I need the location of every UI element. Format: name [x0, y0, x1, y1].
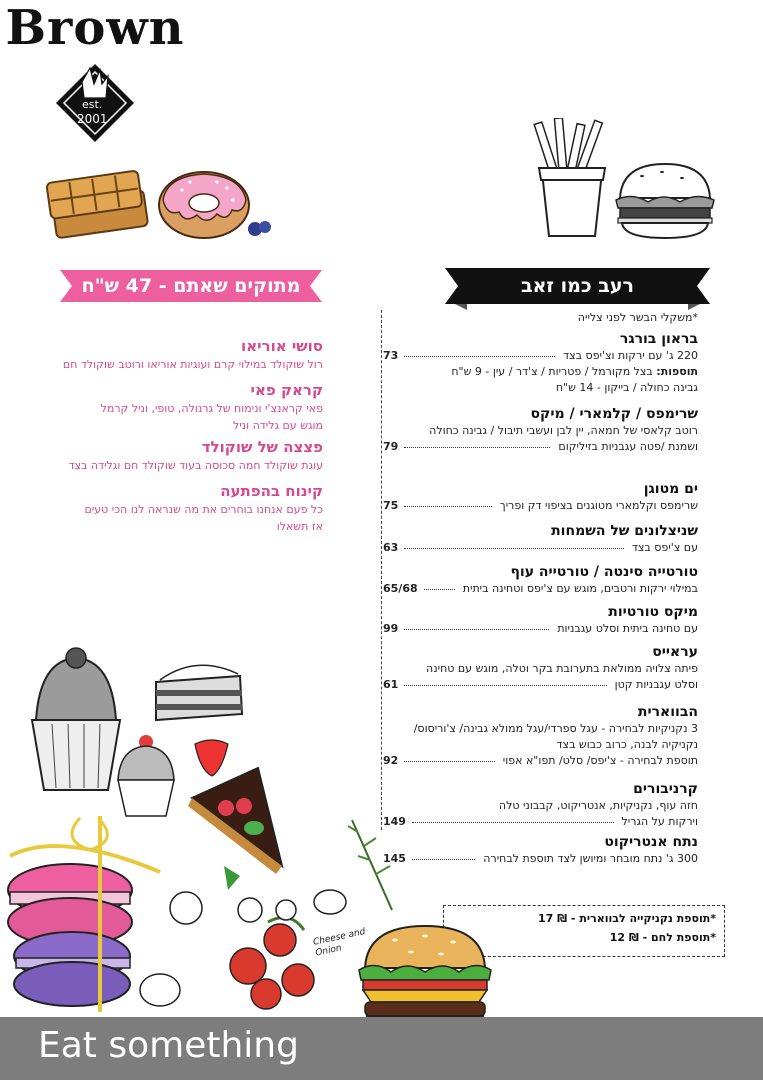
menu-item-line-text: נקניקיה לבנה, כרוב כבוש בצד	[556, 738, 698, 751]
menu-item	[383, 480, 698, 514]
blueberries-illustration	[247, 218, 272, 238]
dessert-item	[23, 380, 323, 434]
price-leader-dots	[412, 859, 475, 860]
menu-item-line	[383, 851, 698, 867]
menu-item-line	[383, 621, 698, 637]
dessert-desc: כל פעם אנחנו בוחרים את מה שנראה לנו הכי טעים	[84, 503, 323, 516]
menu-item-line-text: גבינה כחולה / בייקון - 14 ש"ח	[555, 381, 698, 394]
menu-item-line	[383, 661, 698, 677]
price-leader-dots	[404, 506, 492, 507]
menu-item-line-text: עם טחינה ביתית וסלט עגבניות	[557, 622, 698, 635]
dessert-item	[23, 481, 323, 535]
menu-item-line-text: עם צ'יפס בצד	[631, 541, 698, 554]
desserts-illustration	[0, 640, 400, 1020]
menu-item	[383, 563, 698, 597]
dessert-item	[23, 336, 323, 373]
meat-weight-note: *משקלי הבשר לפני צלייה	[577, 311, 698, 324]
menu-item-line	[383, 721, 698, 737]
menu-item-name: שרימפס / קלמארי / מיקס	[530, 406, 698, 422]
menu-item	[383, 405, 698, 455]
menu-item-line-text: חזה עוף, נקניקיות, אנטריקוט, קבבוני טלה	[498, 799, 698, 812]
menu-item-line	[383, 798, 698, 814]
logo-brand-name: Brown	[5, 0, 185, 56]
burger-illustration-top	[612, 160, 718, 240]
menu-item-line	[383, 498, 698, 514]
dessert-name: סושי אוריאו	[241, 337, 323, 355]
waffle-illustration	[45, 166, 155, 244]
mains-banner-label: רעב כמו זאב	[521, 275, 634, 297]
dessert-name: קראק פאי	[250, 381, 323, 399]
menu-item-line-text: ושמנת /פטה עגבניות בזיליקום	[558, 440, 698, 453]
price-leader-dots	[404, 356, 555, 357]
price-leader-dots	[424, 589, 455, 590]
price-leader-dots	[412, 822, 614, 823]
menu-item-name: הבווארית	[637, 704, 698, 720]
menu-item-line-text: וסלט עגבניות קטן	[614, 678, 698, 691]
menu-item-line	[383, 581, 698, 597]
menu-item-price: 73	[383, 349, 399, 362]
dessert-desc: רול שוקולד במילוי קרם ועוגיות אוריאו ורוטב שוקולד חם	[62, 358, 323, 371]
logo-year: 2001	[77, 112, 108, 126]
menu-item-price: 65/68	[383, 582, 418, 595]
menu-item-price: 63	[383, 541, 399, 554]
menu-item-line	[383, 423, 698, 439]
menu-item-line-label: תוספות:	[656, 365, 698, 378]
extra-line: *תוספת נקניקייה לבווארית - ₪ 17	[538, 912, 716, 925]
dessert-item	[23, 437, 323, 474]
menu-item-line-text: 220 ג' עם ירקות וצ'יפס בצד	[563, 349, 698, 362]
menu-item-name: נתח אנטריקוט	[604, 834, 698, 850]
menu-item-line	[383, 540, 698, 556]
fries-illustration	[527, 118, 617, 240]
cheese-onion-label: Cheese and Onion	[312, 927, 367, 959]
menu-item-line-text: תוספת לבחירה - צ'יפס/ סלט/ תפו"א אפוי	[502, 754, 698, 767]
menu-item-price: 149	[383, 815, 406, 828]
menu-item-price: 75	[383, 499, 399, 512]
price-leader-dots	[404, 548, 624, 549]
price-leader-dots	[404, 685, 607, 686]
menu-item-line	[383, 364, 698, 380]
menu-item-price: 145	[383, 852, 406, 865]
menu-item	[383, 522, 698, 556]
menu-item-line-text: שרימפס וקלמארי מטוגנים בציפוי דק ופריך	[499, 499, 698, 512]
menu-item-line-text: 300 ג' נתח מובחר ומיושן לצד תוספת לבחירה	[483, 852, 698, 865]
menu-item-line	[383, 677, 698, 693]
menu-item	[383, 703, 698, 769]
menu-item-price: 61	[383, 678, 399, 691]
menu-item-line-text: וירקות על הגריל	[621, 815, 698, 828]
price-leader-dots	[404, 761, 495, 762]
desserts-banner-label: מתוקים שאתם - 47 ש"ח	[81, 275, 301, 297]
menu-item-name: ים מטוגן	[643, 481, 698, 497]
menu-item-line-text: רוטב קלאסי של חמאה, יין לבן ועשבי תיבול / גבינה כחולה	[429, 424, 698, 437]
price-leader-dots	[404, 447, 550, 448]
menu-item-line	[383, 814, 698, 830]
menu-item-line-text: 3 נקניקיות לבחירה - עגל ספרדי/עגל ממולא גבינה/ צ'וריסוס/	[413, 722, 698, 735]
menu-item-price: 79	[383, 440, 399, 453]
menu-item-price: 92	[383, 754, 399, 767]
donut-illustration	[157, 170, 252, 240]
footer-slogan: Eat something	[38, 1025, 299, 1066]
price-leader-dots	[404, 629, 549, 630]
menu-item	[383, 603, 698, 637]
menu-item-line	[383, 380, 698, 396]
footer-bar	[0, 1017, 763, 1080]
desserts-banner	[60, 266, 322, 306]
menu-item-line-text: במילוי ירקות ורטבים, מוגש עם צ'יפס וטחינה ביתית	[462, 582, 698, 595]
menu-item	[383, 330, 698, 396]
menu-item	[383, 780, 698, 830]
extra-line: *תוספת לחם - ₪ 12	[609, 931, 716, 944]
dessert-name: קינוח בהפתעה	[220, 482, 323, 500]
menu-item-name: קרניבורים	[633, 781, 698, 797]
brand-logo	[0, 0, 190, 140]
menu-item-name: מיקס טורטיות	[608, 604, 698, 620]
menu-item-name: טורטייה סינטה / טורטייה עוף	[510, 564, 698, 580]
menu-item-line	[383, 439, 698, 455]
dessert-name: פצצה של שוקולד	[201, 438, 323, 456]
dessert-desc: מוגש עם גלידה וניל	[232, 419, 323, 432]
dessert-desc: אז תשאלו	[276, 520, 323, 533]
logo-est: est.	[82, 98, 103, 111]
menu-item-line	[383, 737, 698, 753]
mains-banner	[445, 266, 710, 306]
menu-item-name: שניצלונים של השמחות	[551, 523, 698, 539]
dessert-desc: עוגת שוקולד חמה סכוסה בעוד שוקולד חם וגלידה בצד	[68, 459, 323, 472]
menu-item-line	[383, 348, 698, 364]
menu-item-line-text: פיתה צלויה ממולאת בתערובת בקר וטלה, מוגש עם טחינה	[426, 662, 698, 675]
menu-item-line-text: בצל מקורמל / פטריות / צ'דר / עין - 9 ש"ח	[451, 365, 653, 378]
menu-item	[383, 833, 698, 867]
menu-item-price: 99	[383, 622, 399, 635]
menu-item-name: בראון בורגר	[619, 331, 698, 347]
menu-item-name: עראייס	[652, 644, 698, 660]
menu-item	[383, 643, 698, 693]
dessert-desc: פאי קראנצ'י ונימוח של גרנולה, טופי, וניל קרמל	[100, 402, 323, 415]
menu-item-line	[383, 753, 698, 769]
